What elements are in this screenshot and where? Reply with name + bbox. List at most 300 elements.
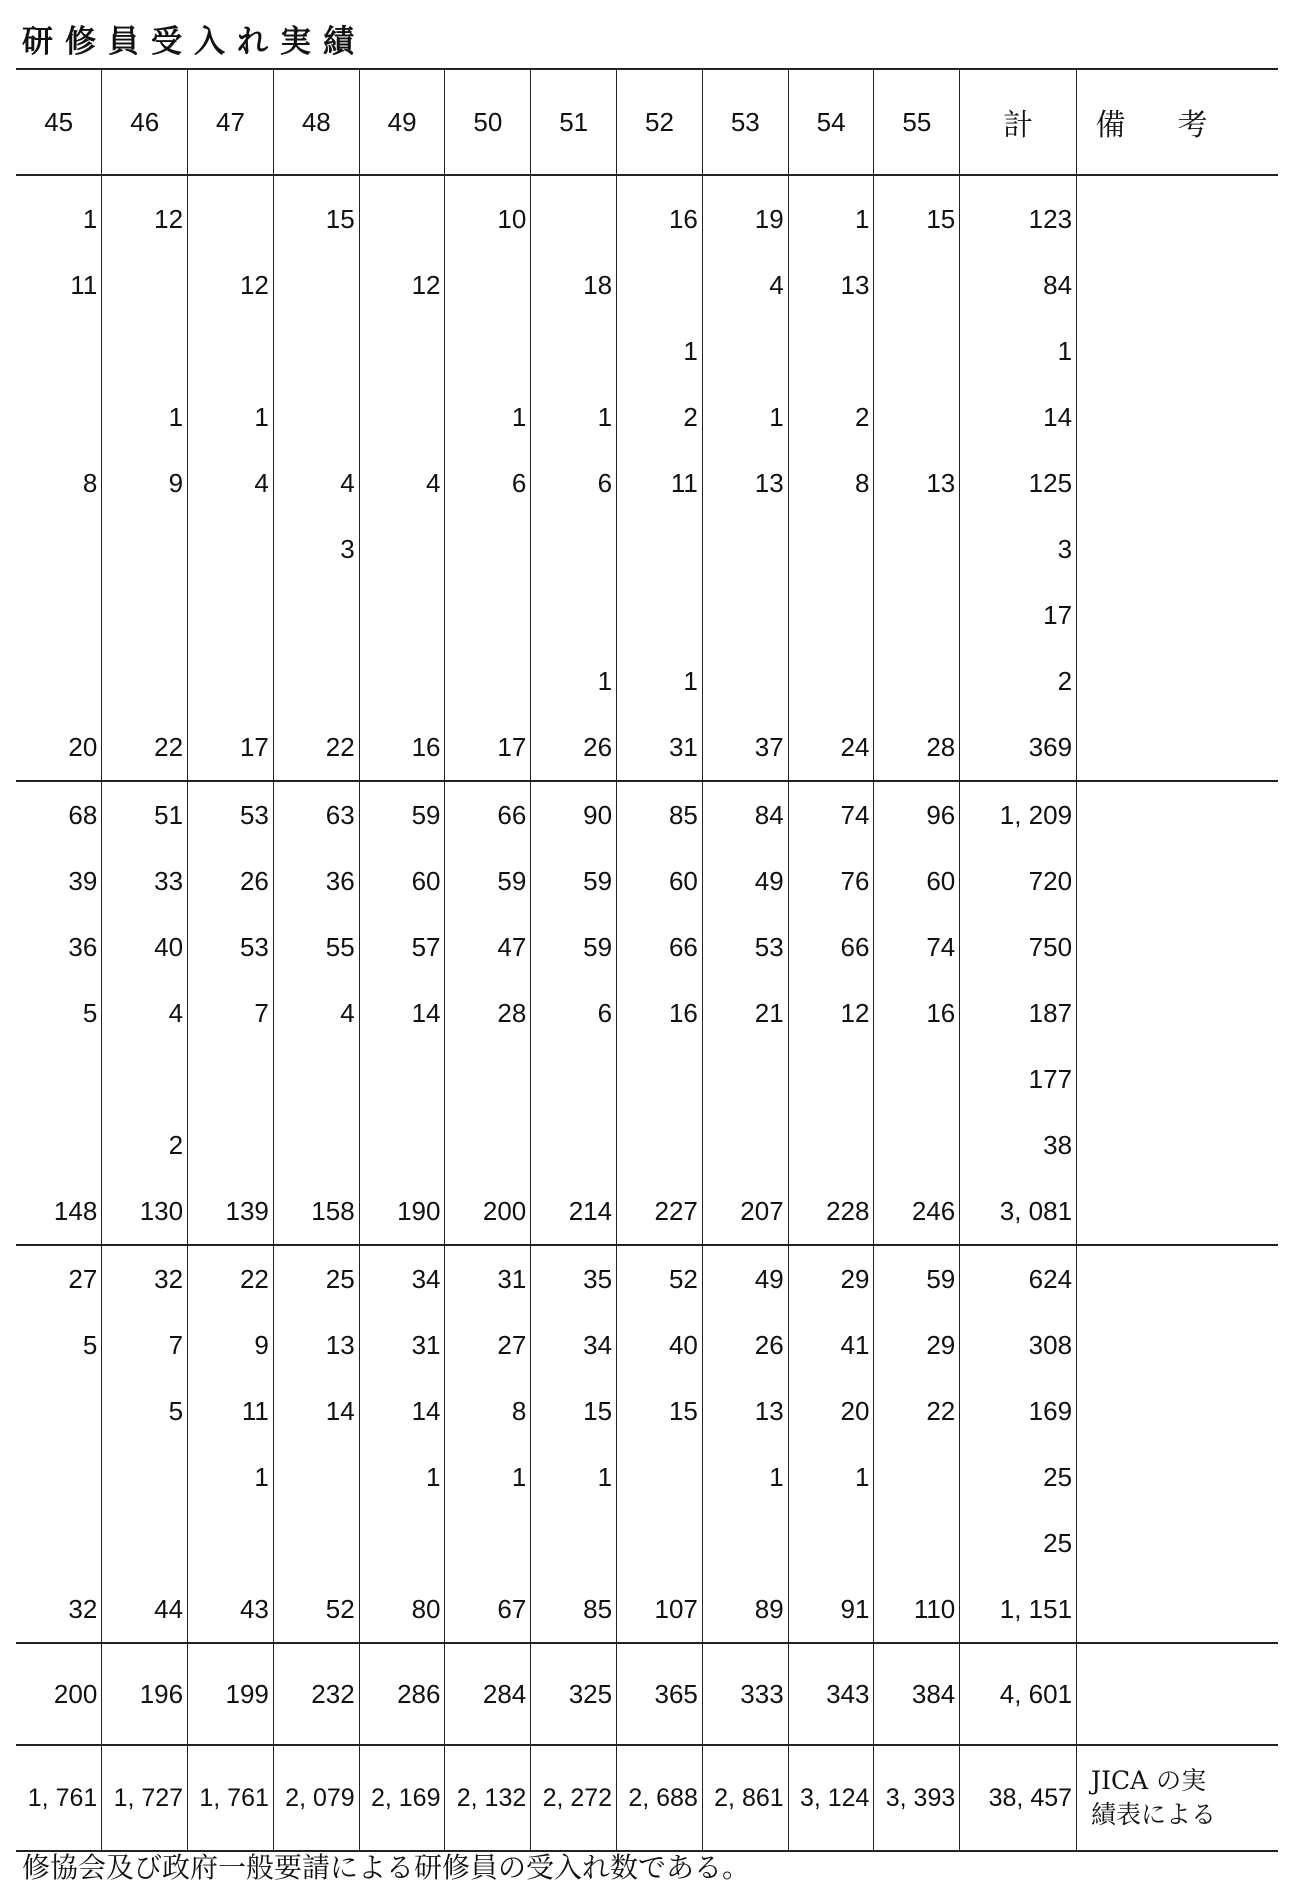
year-cell — [788, 1046, 874, 1112]
year-cell: 12 — [788, 980, 874, 1046]
year-cell: 52 — [617, 1245, 703, 1312]
year-cell: 51 — [102, 781, 188, 848]
year-cell: 37 — [702, 714, 788, 781]
year-cell: 2 — [102, 1112, 188, 1178]
year-cell — [16, 1378, 102, 1444]
year-cell: 9 — [188, 1312, 274, 1378]
year-cell: 1 — [102, 384, 188, 450]
year-cell — [617, 1444, 703, 1510]
table-row — [16, 1444, 1278, 1510]
year-cell — [445, 1510, 531, 1576]
total-cell: 38 — [960, 1112, 1077, 1178]
year-cell: 32 — [102, 1245, 188, 1312]
year-cell: 4 — [702, 252, 788, 318]
year-cell — [188, 516, 274, 582]
year-cell: 66 — [617, 914, 703, 980]
year-cell: 59 — [531, 914, 617, 980]
year-cell: 1 — [359, 1444, 445, 1510]
year-cell: 35 — [531, 1245, 617, 1312]
year-cell — [445, 1046, 531, 1112]
year-cell: 228 — [788, 1178, 874, 1245]
total-cell: 17 — [960, 582, 1077, 648]
remarks-cell — [1077, 1046, 1278, 1112]
year-cell — [702, 318, 788, 384]
year-cell: 44 — [102, 1576, 188, 1643]
year-cell: 33 — [102, 848, 188, 914]
year-cell: 3 — [273, 516, 359, 582]
year-cell: 107 — [617, 1576, 703, 1643]
year-cell: 2, 688 — [617, 1745, 703, 1851]
year-cell: 207 — [702, 1178, 788, 1245]
year-cell: 31 — [617, 714, 703, 781]
year-cell — [702, 582, 788, 648]
year-cell — [874, 1112, 960, 1178]
year-header: 52 — [617, 69, 703, 175]
year-cell: 246 — [874, 1178, 960, 1245]
year-cell — [788, 1112, 874, 1178]
year-cell: 59 — [445, 848, 531, 914]
year-cell — [273, 318, 359, 384]
year-cell: 365 — [617, 1643, 703, 1745]
year-cell: 2, 079 — [273, 1745, 359, 1851]
remarks-cell — [1077, 648, 1278, 714]
year-cell: 15 — [874, 175, 960, 252]
remarks-cell — [1077, 980, 1278, 1046]
year-cell: 55 — [273, 914, 359, 980]
total-cell: 38, 457 — [960, 1745, 1077, 1851]
year-cell: 89 — [702, 1576, 788, 1643]
year-cell — [531, 175, 617, 252]
year-cell — [445, 516, 531, 582]
table-row — [16, 384, 1278, 450]
year-cell: 59 — [531, 848, 617, 914]
year-cell — [702, 1510, 788, 1576]
year-cell: 1, 761 — [16, 1745, 102, 1851]
year-cell — [445, 318, 531, 384]
year-cell: 1 — [445, 384, 531, 450]
year-cell — [188, 1510, 274, 1576]
year-header: 54 — [788, 69, 874, 175]
table-row — [16, 781, 1278, 848]
year-cell: 49 — [702, 1245, 788, 1312]
total-cell: 4, 601 — [960, 1643, 1077, 1745]
year-cell: 6 — [531, 450, 617, 516]
remark-line: JICA の実 — [1091, 1766, 1207, 1795]
year-cell: 200 — [445, 1178, 531, 1245]
year-cell: 148 — [53, 1195, 98, 1226]
remarks-cell — [1077, 1312, 1278, 1378]
year-header: 51 — [531, 69, 617, 175]
total-cell: 125 — [960, 450, 1077, 516]
footnote: 修協会及び政府一般要請による研修員の受入れ数である。 — [22, 1851, 751, 1884]
year-cell: 1 — [188, 1444, 274, 1510]
year-cell — [359, 1112, 445, 1178]
year-cell — [617, 582, 703, 648]
table-row — [16, 714, 1278, 781]
remarks-header: 備考 — [1077, 69, 1278, 175]
year-cell: 74 — [788, 781, 874, 848]
year-cell: 5 — [82, 1329, 98, 1360]
year-cell — [445, 582, 531, 648]
year-cell: 384 — [874, 1643, 960, 1745]
year-cell: 26 — [702, 1312, 788, 1378]
year-cell: 1 — [702, 384, 788, 450]
year-cell — [531, 318, 617, 384]
year-cell: 67 — [445, 1576, 531, 1643]
year-header: 48 — [273, 69, 359, 175]
year-cell: 190 — [359, 1178, 445, 1245]
year-cell: 1 — [445, 1444, 531, 1510]
table-row — [16, 318, 1278, 384]
table-row — [16, 582, 1278, 648]
year-cell — [617, 516, 703, 582]
year-cell — [16, 1444, 102, 1510]
year-cell: 158 — [273, 1178, 359, 1245]
year-cell — [102, 582, 188, 648]
year-cell — [188, 1112, 274, 1178]
table-row — [16, 175, 1278, 252]
year-cell: 14 — [273, 1378, 359, 1444]
year-cell — [102, 1510, 188, 1576]
year-cell: 4 — [273, 450, 359, 516]
year-header: 46 — [102, 69, 188, 175]
year-cell: 11 — [188, 1378, 274, 1444]
year-cell: 13 — [702, 450, 788, 516]
year-cell: 13 — [874, 450, 960, 516]
year-cell: 31 — [359, 1312, 445, 1378]
year-cell: 85 — [531, 1576, 617, 1643]
table-row — [16, 450, 1278, 516]
year-cell: 36 — [273, 848, 359, 914]
remarks-cell — [1077, 175, 1278, 252]
total-cell: 25 — [960, 1444, 1077, 1510]
year-cell: 27 — [16, 1245, 102, 1312]
year-cell: 11 — [70, 269, 98, 300]
year-cell: 15 — [273, 175, 359, 252]
year-cell: 5 — [102, 1378, 188, 1444]
year-cell — [102, 318, 188, 384]
year-cell: 28 — [445, 980, 531, 1046]
year-cell: 196 — [102, 1643, 188, 1745]
year-cell: 14 — [359, 1378, 445, 1444]
year-cell — [188, 1046, 274, 1112]
year-cell: 110 — [874, 1576, 960, 1643]
year-cell: 53 — [702, 914, 788, 980]
year-cell — [617, 1510, 703, 1576]
year-cell — [273, 1510, 359, 1576]
year-cell: 1 — [788, 1444, 874, 1510]
year-cell — [16, 1510, 102, 1576]
year-cell: 66 — [445, 781, 531, 848]
year-cell: 22 — [188, 1245, 274, 1312]
table-row — [16, 848, 1278, 914]
year-cell: 39 — [68, 865, 98, 896]
remarks-cell — [1077, 318, 1278, 384]
year-cell: 7 — [102, 1312, 188, 1378]
year-cell: 40 — [617, 1312, 703, 1378]
year-cell: 1 — [188, 384, 274, 450]
year-cell — [531, 1510, 617, 1576]
year-cell — [874, 648, 960, 714]
year-cell: 43 — [188, 1576, 274, 1643]
total-cell: 369 — [960, 714, 1077, 781]
year-cell: 2 — [788, 384, 874, 450]
year-cell — [617, 1112, 703, 1178]
year-cell — [16, 1112, 102, 1178]
total-cell: 169 — [960, 1378, 1077, 1444]
year-cell — [273, 582, 359, 648]
table-row — [16, 1112, 1278, 1178]
total-cell: 3 — [960, 516, 1077, 582]
year-cell — [788, 516, 874, 582]
remarks-cell — [1077, 1178, 1278, 1245]
remarks-cell — [1077, 1378, 1278, 1444]
year-cell: 16 — [874, 980, 960, 1046]
year-cell: 31 — [445, 1245, 531, 1312]
year-header: 47 — [188, 69, 274, 175]
year-cell: 13 — [788, 252, 874, 318]
total-cell: 1, 151 — [960, 1576, 1077, 1643]
year-cell: 12 — [188, 252, 274, 318]
grand-total-row — [16, 1745, 1278, 1851]
year-cell: 60 — [359, 848, 445, 914]
year-cell: 74 — [874, 914, 960, 980]
year-cell: 63 — [273, 781, 359, 848]
year-cell: 26 — [188, 848, 274, 914]
year-cell: 2, 861 — [702, 1745, 788, 1851]
year-cell: 4 — [359, 450, 445, 516]
year-cell: 16 — [359, 714, 445, 781]
year-cell — [188, 648, 274, 714]
total-cell: 750 — [960, 914, 1077, 980]
total-cell: 624 — [960, 1245, 1077, 1312]
year-cell — [445, 648, 531, 714]
year-cell: 32 — [68, 1593, 98, 1624]
year-cell — [16, 384, 102, 450]
year-cell: 17 — [188, 714, 274, 781]
year-cell: 85 — [617, 781, 703, 848]
table-row — [16, 1245, 1278, 1312]
year-cell: 3, 124 — [788, 1745, 874, 1851]
year-cell: 5 — [82, 997, 98, 1028]
year-cell — [702, 516, 788, 582]
total-cell: 25 — [960, 1510, 1077, 1576]
year-cell: 29 — [874, 1312, 960, 1378]
year-cell — [102, 1444, 188, 1510]
year-cell: 12 — [102, 175, 188, 252]
year-cell: 22 — [874, 1378, 960, 1444]
table-row — [16, 648, 1278, 714]
year-cell: 22 — [273, 714, 359, 781]
year-cell: 200 — [16, 1643, 102, 1745]
year-cell: 47 — [445, 914, 531, 980]
year-cell — [16, 516, 102, 582]
year-cell: 20 — [788, 1378, 874, 1444]
year-cell — [874, 582, 960, 648]
year-cell — [102, 516, 188, 582]
year-cell: 22 — [102, 714, 188, 781]
year-cell — [102, 252, 188, 318]
remarks-cell — [1077, 1643, 1278, 1745]
year-cell: 53 — [188, 914, 274, 980]
year-cell — [273, 252, 359, 318]
year-cell — [359, 1046, 445, 1112]
year-cell: 80 — [359, 1576, 445, 1643]
year-cell: 1, 761 — [188, 1745, 274, 1851]
total-cell: 308 — [960, 1312, 1077, 1378]
year-cell — [874, 384, 960, 450]
total-cell: 187 — [960, 980, 1077, 1046]
table-row — [16, 1576, 1278, 1643]
year-cell — [874, 516, 960, 582]
year-cell: 3, 393 — [874, 1745, 960, 1851]
year-cell — [188, 175, 274, 252]
year-cell: 227 — [617, 1178, 703, 1245]
year-cell — [16, 318, 102, 384]
year-cell: 41 — [788, 1312, 874, 1378]
remarks-cell — [1077, 1510, 1278, 1576]
year-cell — [273, 648, 359, 714]
year-cell: 14 — [359, 980, 445, 1046]
year-cell: 34 — [531, 1312, 617, 1378]
year-cell — [445, 1112, 531, 1178]
year-cell — [874, 252, 960, 318]
year-cell — [359, 318, 445, 384]
remarks-cell — [1077, 848, 1278, 914]
year-cell: 343 — [788, 1643, 874, 1745]
year-cell: 96 — [874, 781, 960, 848]
year-cell: 24 — [788, 714, 874, 781]
year-cell — [531, 516, 617, 582]
year-cell: 325 — [531, 1643, 617, 1745]
grand-remarks-cell — [1077, 1745, 1278, 1851]
year-cell — [874, 1444, 960, 1510]
year-cell: 11 — [617, 450, 703, 516]
remarks-cell — [1077, 252, 1278, 318]
remarks-cell — [1077, 384, 1278, 450]
year-cell — [531, 582, 617, 648]
year-cell: 16 — [617, 175, 703, 252]
year-cell: 49 — [702, 848, 788, 914]
year-cell — [273, 1444, 359, 1510]
year-cell: 7 — [188, 980, 274, 1046]
year-cell: 333 — [702, 1643, 788, 1745]
year-cell: 53 — [188, 781, 274, 848]
remarks-cell — [1077, 714, 1278, 781]
year-cell: 13 — [702, 1378, 788, 1444]
year-cell — [359, 582, 445, 648]
year-cell: 91 — [788, 1576, 874, 1643]
year-cell: 4 — [102, 980, 188, 1046]
year-cell: 40 — [102, 914, 188, 980]
remarks-cell — [1077, 582, 1278, 648]
total-header: 計 — [960, 69, 1077, 175]
year-cell: 232 — [273, 1643, 359, 1745]
year-cell: 6 — [531, 980, 617, 1046]
year-cell — [445, 252, 531, 318]
year-cell: 8 — [788, 450, 874, 516]
year-cell: 90 — [531, 781, 617, 848]
year-cell: 76 — [788, 848, 874, 914]
remarks-cell — [1077, 1444, 1278, 1510]
year-cell — [188, 582, 274, 648]
year-cell — [359, 1510, 445, 1576]
table-row — [16, 914, 1278, 980]
year-cell — [788, 582, 874, 648]
year-cell: 15 — [531, 1378, 617, 1444]
year-cell — [617, 1046, 703, 1112]
year-cell: 2, 132 — [445, 1745, 531, 1851]
year-cell — [788, 318, 874, 384]
year-cell: 16 — [617, 980, 703, 1046]
year-cell — [16, 1046, 102, 1112]
year-cell: 59 — [359, 781, 445, 848]
year-cell: 139 — [188, 1178, 274, 1245]
year-cell: 68 — [16, 781, 102, 848]
year-cell — [102, 1046, 188, 1112]
year-cell — [16, 648, 102, 714]
table-row — [16, 516, 1278, 582]
year-cell: 199 — [188, 1643, 274, 1745]
year-cell: 19 — [702, 175, 788, 252]
total-cell: 1, 209 — [960, 781, 1077, 848]
total-cell: 123 — [960, 175, 1077, 252]
year-cell: 10 — [445, 175, 531, 252]
year-cell: 12 — [359, 252, 445, 318]
trainee-table — [16, 68, 1278, 1852]
year-cell: 17 — [445, 714, 531, 781]
year-cell: 36 — [68, 931, 98, 962]
year-cell: 1 — [788, 175, 874, 252]
year-cell: 66 — [788, 914, 874, 980]
year-cell: 8 — [445, 1378, 531, 1444]
year-cell: 60 — [874, 848, 960, 914]
year-cell: 1 — [702, 1444, 788, 1510]
year-cell: 60 — [617, 848, 703, 914]
year-cell: 29 — [788, 1245, 874, 1312]
year-cell: 1 — [531, 1444, 617, 1510]
year-cell: 9 — [102, 450, 188, 516]
table-row — [16, 1510, 1278, 1576]
year-cell: 57 — [359, 914, 445, 980]
total-cell: 720 — [960, 848, 1077, 914]
year-cell — [874, 318, 960, 384]
year-cell: 28 — [874, 714, 960, 781]
remarks-cell — [1077, 1245, 1278, 1312]
year-cell — [359, 175, 445, 252]
year-cell: 2, 272 — [531, 1745, 617, 1851]
summary-row — [16, 1643, 1278, 1745]
year-cell: 1 — [531, 648, 617, 714]
year-cell — [874, 1510, 960, 1576]
year-cell — [16, 582, 102, 648]
year-cell: 6 — [445, 450, 531, 516]
year-cell — [188, 318, 274, 384]
total-cell: 2 — [960, 648, 1077, 714]
year-cell: 84 — [702, 781, 788, 848]
year-cell — [273, 384, 359, 450]
year-cell: 27 — [445, 1312, 531, 1378]
total-cell: 14 — [960, 384, 1077, 450]
table-row — [16, 1178, 1278, 1245]
year-cell — [102, 648, 188, 714]
year-cell: 4 — [273, 980, 359, 1046]
table-row — [16, 252, 1278, 318]
year-cell: 1 — [82, 203, 98, 234]
year-cell: 34 — [359, 1245, 445, 1312]
year-cell — [273, 1112, 359, 1178]
year-cell — [531, 1112, 617, 1178]
